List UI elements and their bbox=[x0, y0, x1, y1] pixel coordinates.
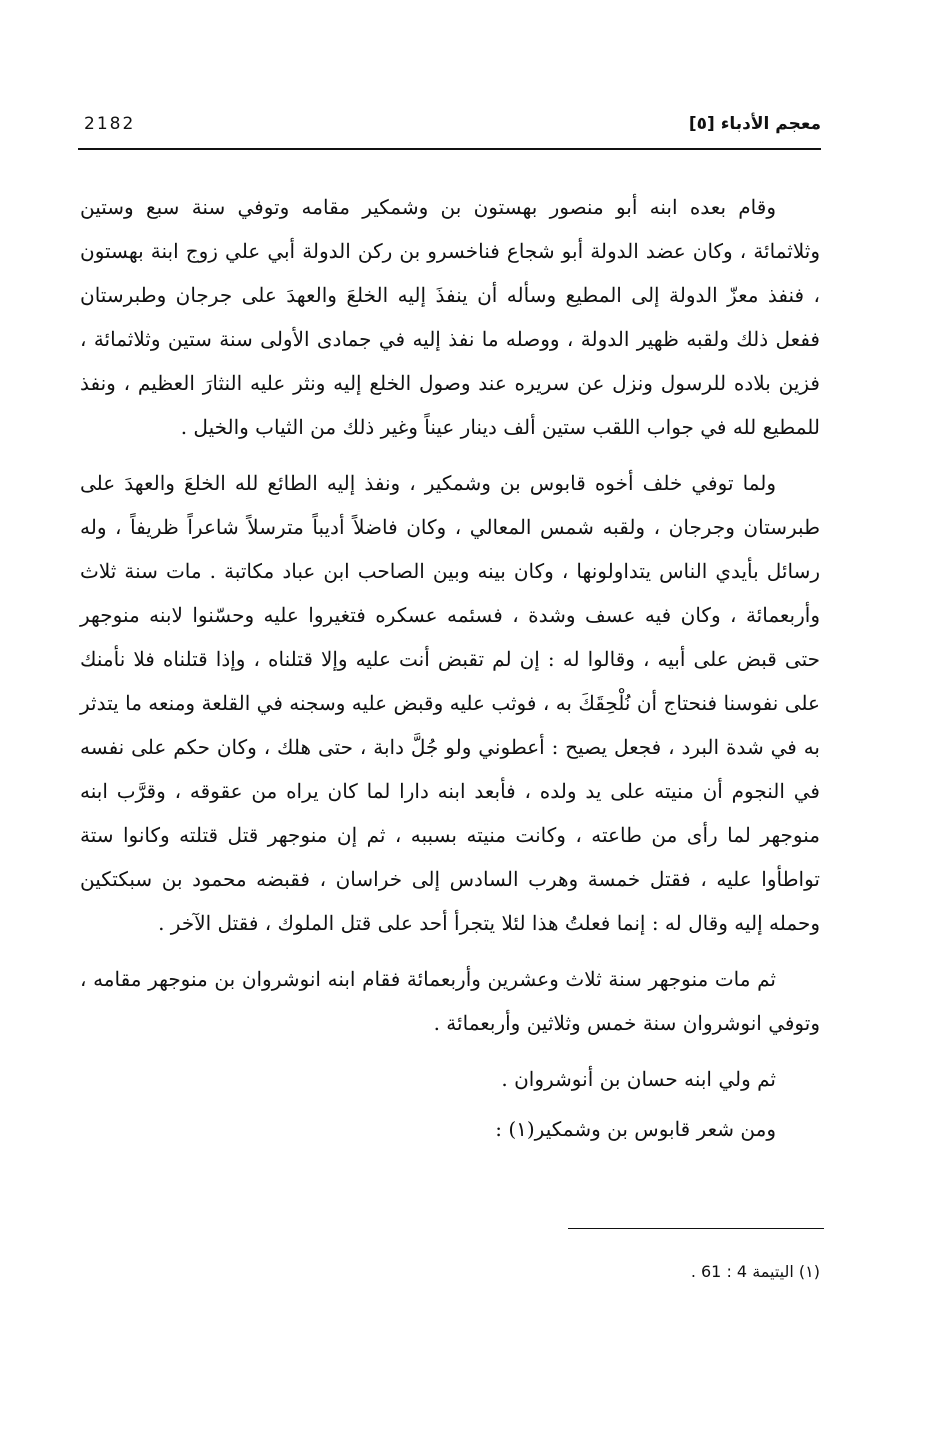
paragraph: وقام بعده ابنه أبو منصور بهستون بن وشمكير مقامه وتوفي سنة سبع وستين وثلاثمائة ، وكان عضد الدولة أبو شجاع فناخسرو بن ركن الدولة أبي علي زوج ابنة بهستون ، فنفذ معزّ الدولة إلى المطيع وسأله أن ينفذَ إليه الخلعَ والعهدَ على جرجان وطبرستان ففعل ذلك ولقبه ظهير الدولة ، ووصله ما نفذ إليه في جمادى الأولى سنة ستين وثلاثمائة ، فزين بلاده للرسول ونزل عن سريره عند وصول الخلع إليه ونثر عليه النثارَ العظيم ، ونفذ للمطيع لله في جواب اللقب ستين ألف دينار عيناً وغير ذلك من الثياب والخيل . bbox=[80, 195, 820, 439]
running-title: معجم الأدباء [٥] bbox=[688, 114, 821, 134]
paragraph: ومن شعر قابوس بن وشمكير(١) : bbox=[495, 1117, 776, 1141]
paragraph: ولما توفي خلف أخوه قابوس بن وشمكير ، ونفذ إليه الطائع لله الخلعَ والعهدَ على طبرستان وجرجان ، ولقبه شمس المعالي ، وكان فاضلاً أديباً مترسلاً شاعراً ظريفاً ، وله رسائل بأيدي الناس يتداولونها ، وكان بينه وبين الصاحب ابن عباد مكاتبة . مات سنة ثلاث وأربعمائة ، وكان فيه عسف وشدة ، فسئمه عسكره فتغيروا عليه وحسّنوا لابنه منوجهر حتى قبض على أبيه ، وقالوا له : إن لم تقبض أنت عليه وإلا قتلناه ، وإذا قتلناه فلا نأمنك على نفوسنا فنحتاج أن نُلْحِقَكَ به ، فوثب عليه وقبض عليه وسجنه في القلعة ومنعه ما يتدثر به في شدة البرد ، فجعل يصيح : أعطوني ولو جُلَّ دابة ، حتى هلك ، وكان حكم على نفسه في النجوم أن منيته على يد ولده ، فأبعد ابنه دارا لما كان يراه من عقوقه ، وقرَّب ابنه منوجهر لما رأى من طاعته ، وكانت منيته بسببه ، ثم إن منوجهر قتل قتلته وكانوا ستة تواطأوا عليه ، فقتل خمسة وهرب السادس إلى خراسان ، فقبضه محمود بن سبكتكين وحمله إليه وقال له : إنما فعلتُ هذا لئلا يتجرأ أحد على قتل الملوك ، فقتل الآخر . bbox=[80, 471, 820, 935]
footnote: (١) اليتيمة 4 : 61 . bbox=[690, 1262, 820, 1281]
paragraph: ثم ولي ابنه حسان بن أنوشروان . bbox=[501, 1067, 776, 1091]
page-number: 2182 bbox=[84, 114, 136, 134]
page-header bbox=[78, 112, 821, 150]
body-text bbox=[80, 185, 820, 1157]
footnote-divider bbox=[568, 1228, 824, 1229]
paragraph: ثم مات منوجهر سنة ثلاث وعشرين وأربعمائة فقام ابنه انوشروان بن منوجهر مقامه ، وتوفي انوشروان سنة خمس وثلاثين وأربعمائة . bbox=[80, 967, 820, 1035]
